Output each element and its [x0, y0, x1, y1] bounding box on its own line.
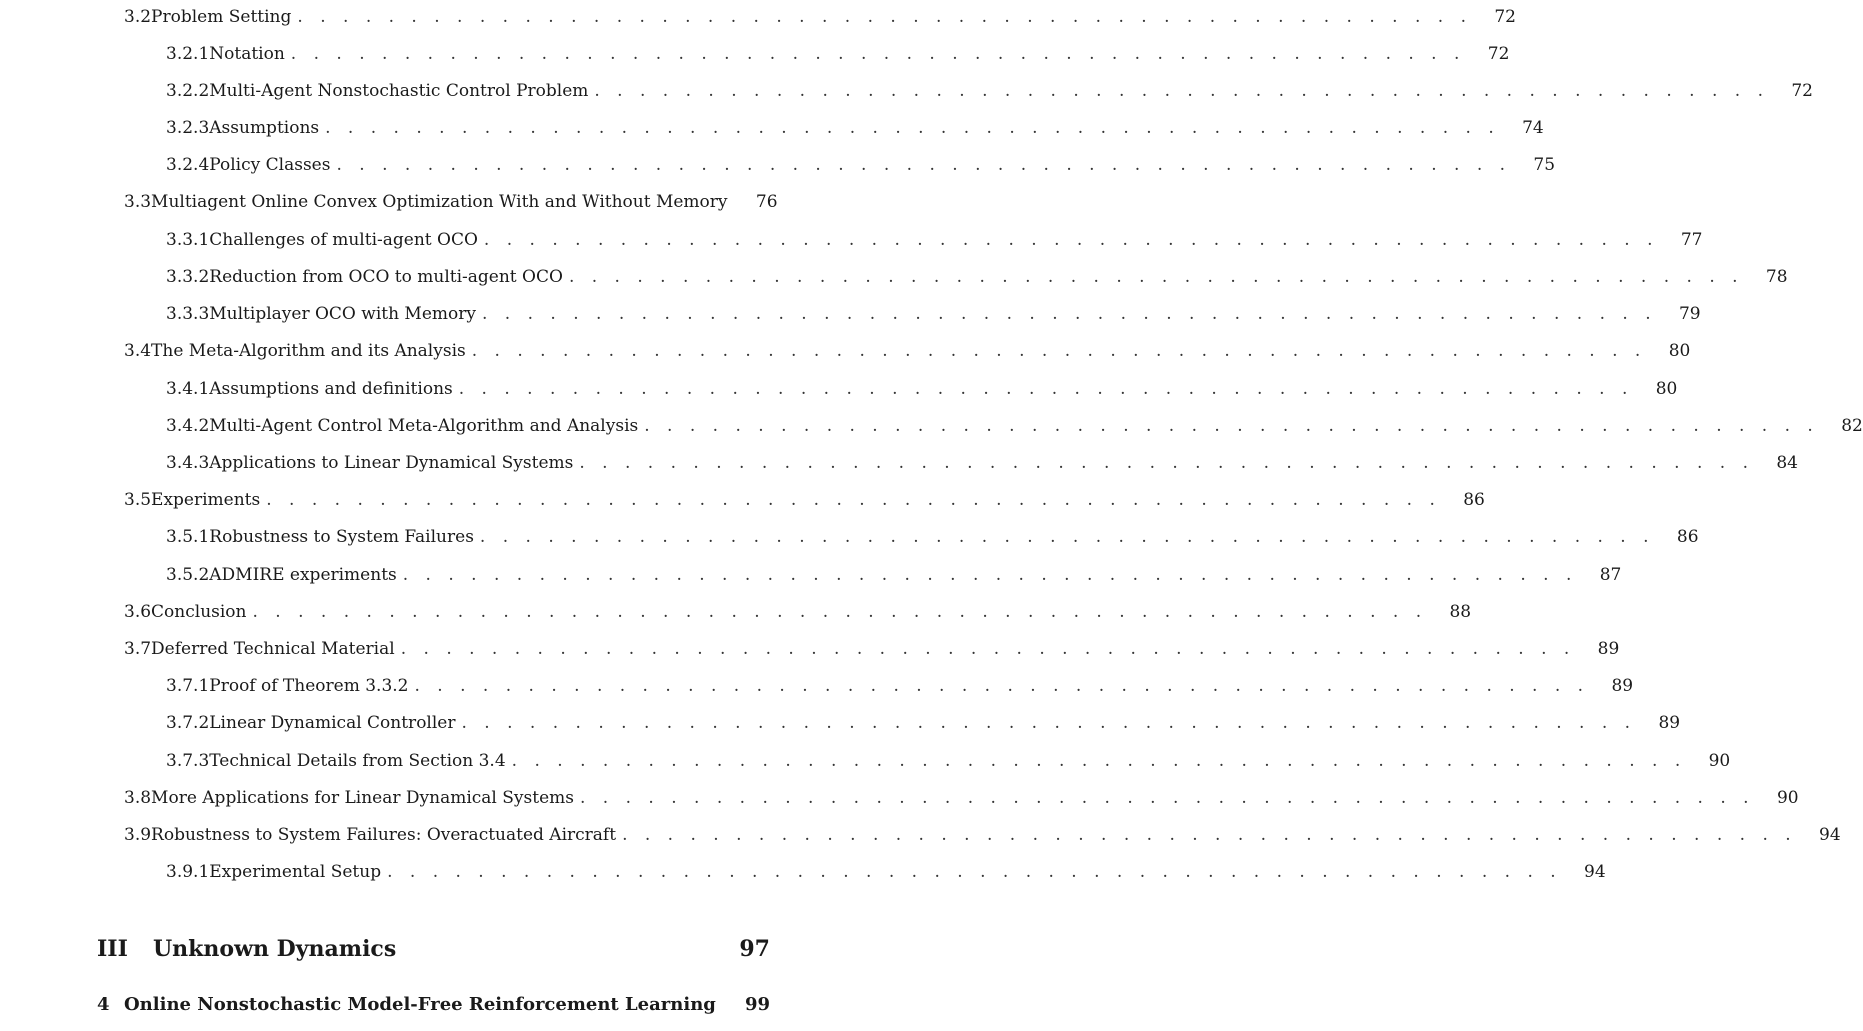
toc-number: 3.6 — [124, 602, 152, 622]
toc-number: 3.3 — [124, 192, 152, 212]
part-title: Unknown Dynamics — [153, 936, 397, 962]
toc-number: 3.2 — [124, 7, 152, 27]
leader-dots: . . . . . . . . . . . . . . . . . . . . . . . . . . . . . . . . . . . . . . . . . . . . . . . . . . . . — [336, 155, 1512, 175]
leader-dots: . . . . . . . . . . . . . . . . . . . . . . . . . . . . . . . . . . . . . . . . . . . . . . . . . . . . — [297, 7, 1472, 27]
toc-entry-3-4[interactable] — [124, 340, 1691, 362]
leader-dots: . . . . . . . . . . . . . . . . . . . . . . . . . . . . . . . . . . . . . . . . . . . . . . . . . . . . — [511, 751, 1687, 771]
toc-page: 80 — [1655, 379, 1678, 399]
toc-entry-3-2-1[interactable] — [166, 43, 1510, 65]
toc-number: 3.3.3 — [166, 304, 210, 324]
leader-dots: . . . . . . . . . . . . . . . . . . . . . . . . . . . . . . . . . . . . . . . . . . . . . . . . . . . . — [622, 825, 1797, 845]
leader-dots: . . . . . . . . . . . . . . . . . . . . . . . . . . . . . . . . . . . . . . . . . . . . . . . . . . . . — [579, 453, 1754, 473]
toc-entry-3-7[interactable] — [124, 638, 1620, 660]
leader-dots: . . . . . . . . . . . . . . . . . . . . . . . . . . . . . . . . . . . . . . . . . . . . . . . . . . . . — [266, 490, 1441, 510]
toc-title: Notation — [209, 44, 285, 64]
toc-entry-3-7-2[interactable] — [166, 712, 1681, 734]
toc-page: 80 — [1668, 341, 1691, 361]
part-number: III — [97, 936, 128, 962]
toc-entry-3-3-3[interactable] — [166, 303, 1701, 325]
toc-title: Linear Dynamical Controller — [209, 713, 456, 733]
toc-title: Multiplayer OCO with Memory — [209, 304, 476, 324]
toc-number: 3.3.2 — [166, 267, 210, 287]
leader-dots: . . . . . . . . . . . . . . . . . . . . . . . . . . . . . . . . . . . . . . . . . . . . . . . . . . . . — [290, 44, 1466, 64]
leader-dots: . . . . . . . . . . . . . . . . . . . . . . . . . . . . . . . . . . . . . . . . . . . . . . . . . . . . — [482, 304, 1657, 324]
chapter-page: 99 — [744, 994, 770, 1015]
toc-title: Multiagent Online Convex Optimization With and Without Memory — [151, 192, 728, 212]
toc-title: More Applications for Linear Dynamical Systems — [151, 788, 574, 808]
toc-entry-3-3-1[interactable] — [166, 229, 1703, 251]
toc-page: 94 — [1819, 825, 1841, 845]
toc-number: 3.5 — [124, 490, 152, 510]
leader-dots: . . . . . . . . . . . . . . . . . . . . . . . . . . . . . . . . . . . . . . . . . . . . . . . . . . . . — [644, 416, 1819, 436]
toc-entry-3-9-1[interactable] — [166, 861, 1606, 883]
toc-page: 87 — [1599, 565, 1622, 585]
toc-page: 75 — [1533, 155, 1556, 175]
leader-dots: . . . . . . . . . . . . . . . . . . . . . . . . . . . . . . . . . . . . . . . . . . . . . . . . . . . . — [387, 862, 1562, 882]
leader-dots: . . . . . . . . . . . . . . . . . . . . . . . . . . . . . . . . . . . . . . . . . . . . . . . . . . . . — [402, 565, 1578, 585]
toc-page: 86 — [1676, 527, 1699, 547]
toc-page: 77 — [1680, 230, 1703, 250]
toc-number: 3.9 — [124, 825, 152, 845]
toc-title: Robustness to System Failures — [209, 527, 474, 547]
toc-number: 3.4 — [124, 341, 152, 361]
toc-number: 3.2.4 — [166, 155, 210, 175]
leader-dots: . . . . . . . . . . . . . . . . . . . . . . . . . . . . . . . . . . . . . . . . . . . . . . . . . . . . — [479, 527, 1655, 547]
toc-title: Deferred Technical Material — [151, 639, 395, 659]
leader-dots: . . . . . . . . . . . . . . . . . . . . . . . . . . . . . . . . . . . . . . . . . . . . . . . . . . . . — [471, 341, 1647, 361]
leader-dots: . . . . . . . . . . . . . . . . . . . . . . . . . . . . . . . . . . . . . . . . . . . . . . . . . . . . — [414, 676, 1590, 696]
toc-number: 3.7.3 — [166, 751, 210, 771]
leader-dots: . . . . . . . . . . . . . . . . . . . . . . . . . . . . . . . . . . . . . . . . . . . . . . . . . . . . — [325, 118, 1500, 138]
toc-entry-3-2-4[interactable] — [166, 154, 1556, 176]
toc-page: 79 — [1678, 304, 1701, 324]
toc-page: 72 — [1494, 7, 1516, 27]
toc-number: 3.2.2 — [166, 81, 210, 101]
toc-page: 90 — [1776, 788, 1799, 808]
toc-page: 90 — [1708, 751, 1731, 771]
toc-number: 3.9.1 — [166, 862, 210, 882]
toc-page: 89 — [1611, 676, 1634, 696]
toc-number: 3.8 — [124, 788, 152, 808]
toc-title: Applications to Linear Dynamical Systems — [209, 453, 574, 473]
toc-title: Conclusion — [151, 602, 247, 622]
toc-title: Technical Details from Section 3.4 — [209, 751, 506, 771]
chapter-heading[interactable] — [97, 994, 770, 1015]
toc-entry-3-5-1[interactable] — [166, 526, 1699, 548]
leader-dots: . . . . . . . . . . . . . . . . . . . . . . . . . . . . . . . . . . . . . . . . . . . . . . . . . . . . — [483, 230, 1659, 250]
toc-page: 72 — [1487, 44, 1510, 64]
toc-page: 78 — [1765, 267, 1788, 287]
leader-dots: . . . . . . . . . . . . . . . . . . . . . . . . . . . . . . . . . . . . . . . . . . . . . . . . . . . . — [461, 713, 1637, 733]
toc-entry-3-5[interactable] — [124, 489, 1485, 511]
toc-title: Experimental Setup — [209, 862, 382, 882]
part-heading[interactable] — [97, 936, 770, 962]
leader-dots: . . . . . . . . . . . . . . . . . . . . . . . . . . . . . . . . . . . . . . . . . . . . . . . . . . . . — [568, 267, 1744, 287]
toc-title: ADMIRE experiments — [209, 565, 397, 585]
toc-number: 3.7.2 — [166, 713, 210, 733]
toc-title: Multi-Agent Nonstochastic Control Problem — [209, 81, 589, 101]
leader-dots: . . . . . . . . . . . . . . . . . . . . . . . . . . . . . . . . . . . . . . . . . . . . . . . . . . . . — [594, 81, 1769, 101]
toc-entry-3-4-1[interactable] — [166, 378, 1678, 400]
chapter-number: 4 — [97, 994, 110, 1015]
toc-page: 74 — [1522, 118, 1544, 138]
toc-page: 86 — [1463, 490, 1485, 510]
toc-number: 3.4.1 — [166, 379, 210, 399]
toc-title: Robustness to System Failures: Overactuated Aircraft — [151, 825, 617, 845]
toc-page: 84 — [1776, 453, 1798, 473]
toc-page: 94 — [1584, 862, 1606, 882]
toc-entry-3-3-2[interactable] — [166, 266, 1788, 288]
toc-entry-3-8[interactable] — [124, 787, 1799, 809]
toc-entry-3-7-3[interactable] — [166, 750, 1731, 772]
toc-entry-3-9[interactable] — [124, 824, 1841, 846]
leader-dots: . . . . . . . . . . . . . . . . . . . . . . . . . . . . . . . . . . . . . . . . . . . . . . . . . . . . — [579, 788, 1755, 808]
toc-number: 3.2.3 — [166, 118, 210, 138]
toc-title: Experiments — [151, 490, 261, 510]
toc-page: 82 — [1841, 416, 1863, 436]
toc-number: 3.4.2 — [166, 416, 210, 436]
toc-title: Assumptions — [209, 118, 320, 138]
leader-dots: . . . . . . . . . . . . . . . . . . . . . . . . . . . . . . . . . . . . . . . . . . . . . . . . . . . . — [400, 639, 1576, 659]
leader-dots: . . . . . . . . . . . . . . . . . . . . . . . . . . . . . . . . . . . . . . . . . . . . . . . . . . . . — [458, 379, 1634, 399]
toc-number: 3.5.1 — [166, 527, 210, 547]
toc-page: 89 — [1597, 639, 1620, 659]
toc-entry-3-2-2[interactable] — [166, 80, 1813, 102]
part-page: 97 — [739, 936, 770, 962]
toc-page: 88 — [1449, 602, 1472, 622]
toc-entry-3-2-3[interactable] — [166, 117, 1544, 139]
toc-entry-3-5-2[interactable] — [166, 564, 1622, 586]
toc-entry-3-3[interactable] — [124, 191, 778, 213]
toc-title: Proof of Theorem 3.3.2 — [209, 676, 409, 696]
toc-title: Problem Setting — [151, 7, 292, 27]
toc-title: The Meta-Algorithm and its Analysis — [151, 341, 466, 361]
toc-page: 89 — [1658, 713, 1681, 733]
toc-number: 3.7.1 — [166, 676, 210, 696]
leader-dots: . . . . . . . . . . . . . . . . . . . . . . . . . . . . . . . . . . . . . . . . . . . . . . . . . . . . — [252, 602, 1428, 622]
toc-number: 3.3.1 — [166, 230, 210, 250]
toc-number: 3.5.2 — [166, 565, 210, 585]
toc-entry-3-7-1[interactable] — [166, 675, 1634, 697]
toc-page: 72 — [1791, 81, 1813, 101]
toc-title: Policy Classes — [209, 155, 331, 175]
toc-entry-3-4-2[interactable] — [166, 415, 1863, 437]
toc-title: Multi-Agent Control Meta-Algorithm and Analysis — [209, 416, 639, 436]
toc-title: Reduction from OCO to multi-agent OCO — [209, 267, 563, 287]
toc-title: Challenges of multi-agent OCO — [209, 230, 478, 250]
toc-entry-3-4-3[interactable] — [166, 452, 1798, 474]
toc-number: 3.4.3 — [166, 453, 210, 473]
toc-title: Assumptions and definitions — [209, 379, 453, 399]
toc-number: 3.2.1 — [166, 44, 210, 64]
toc-number: 3.7 — [124, 639, 152, 659]
chapter-title: Online Nonstochastic Model-Free Reinforcement Learning — [124, 994, 716, 1015]
toc-page: 76 — [755, 192, 778, 212]
toc-entry-3-6[interactable] — [124, 601, 1472, 623]
toc-entry-3-2[interactable] — [124, 6, 1516, 28]
